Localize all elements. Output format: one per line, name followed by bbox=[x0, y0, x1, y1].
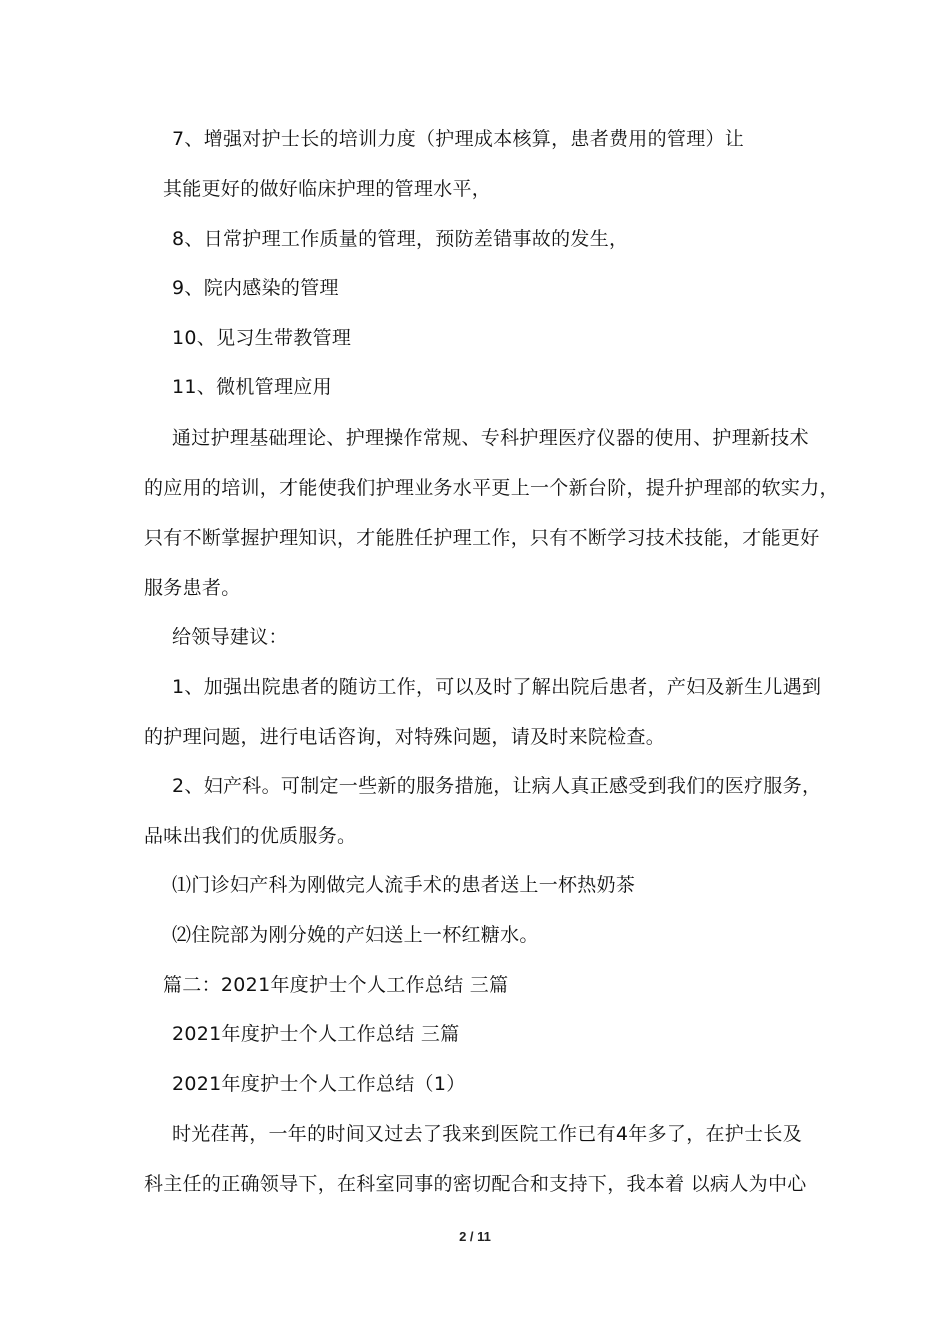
text-line: ⑵住院部为刚分娩的产妇送上一杯红糖水。 bbox=[172, 924, 539, 946]
text-line: 2、妇产科。可制定一些新的服务措施，让病人真正感受到我们的医疗服务， bbox=[172, 775, 822, 797]
text-line: 给领导建议： bbox=[172, 626, 288, 648]
text-line: 只有不断掌握护理知识，才能胜任护理工作，只有不断学习技术技能，才能更好 bbox=[144, 527, 820, 549]
text-line: 通过护理基础理论、护理操作常规、专科护理医疗仪器的使用、护理新技术 bbox=[172, 427, 809, 449]
text-line: 的护理问题，进行电话咨询，对特殊问题，请及时来院检查。 bbox=[144, 726, 666, 748]
text-line: 1、加强出院患者的随访工作，可以及时了解出院后患者，产妇及新生儿遇到 bbox=[172, 676, 822, 698]
text-line: 2021年度护士个人工作总结 三篇 bbox=[172, 1023, 460, 1045]
text-line: 7、增强对护士长的培训力度（护理成本核算，患者费用的管理）让 bbox=[172, 128, 745, 150]
text-line: 10、见习生带教管理 bbox=[172, 327, 352, 349]
text-line: 篇二：2021年度护士个人工作总结 三篇 bbox=[163, 974, 509, 996]
text-line: 的应用的培训，才能使我们护理业务水平更上一个新台阶，提升护理部的软实力， bbox=[144, 477, 839, 499]
text-line: 其能更好的做好临床护理的管理水平， bbox=[163, 178, 492, 200]
page-number: 2 / 11 bbox=[459, 1229, 491, 1244]
text-line: 服务患者。 bbox=[144, 577, 241, 599]
text-line: ⑴门诊妇产科为刚做完人流手术的患者送上一杯热奶茶 bbox=[172, 874, 636, 896]
text-line: 9、院内感染的管理 bbox=[172, 277, 339, 299]
text-line: 品味出我们的优质服务。 bbox=[144, 825, 357, 847]
text-line: 8、日常护理工作质量的管理，预防差错事故的发生， bbox=[172, 228, 629, 250]
text-line: 2021年度护士个人工作总结（1） bbox=[172, 1073, 466, 1095]
text-line: 11、微机管理应用 bbox=[172, 376, 332, 398]
text-line: 时光荏苒，一年的时间又过去了我来到医院工作已有4年多了，在护士长及 bbox=[172, 1123, 802, 1145]
text-line: 科主任的正确领导下，在科室同事的密切配合和支持下，我本着 以病人为中心 bbox=[144, 1173, 807, 1195]
